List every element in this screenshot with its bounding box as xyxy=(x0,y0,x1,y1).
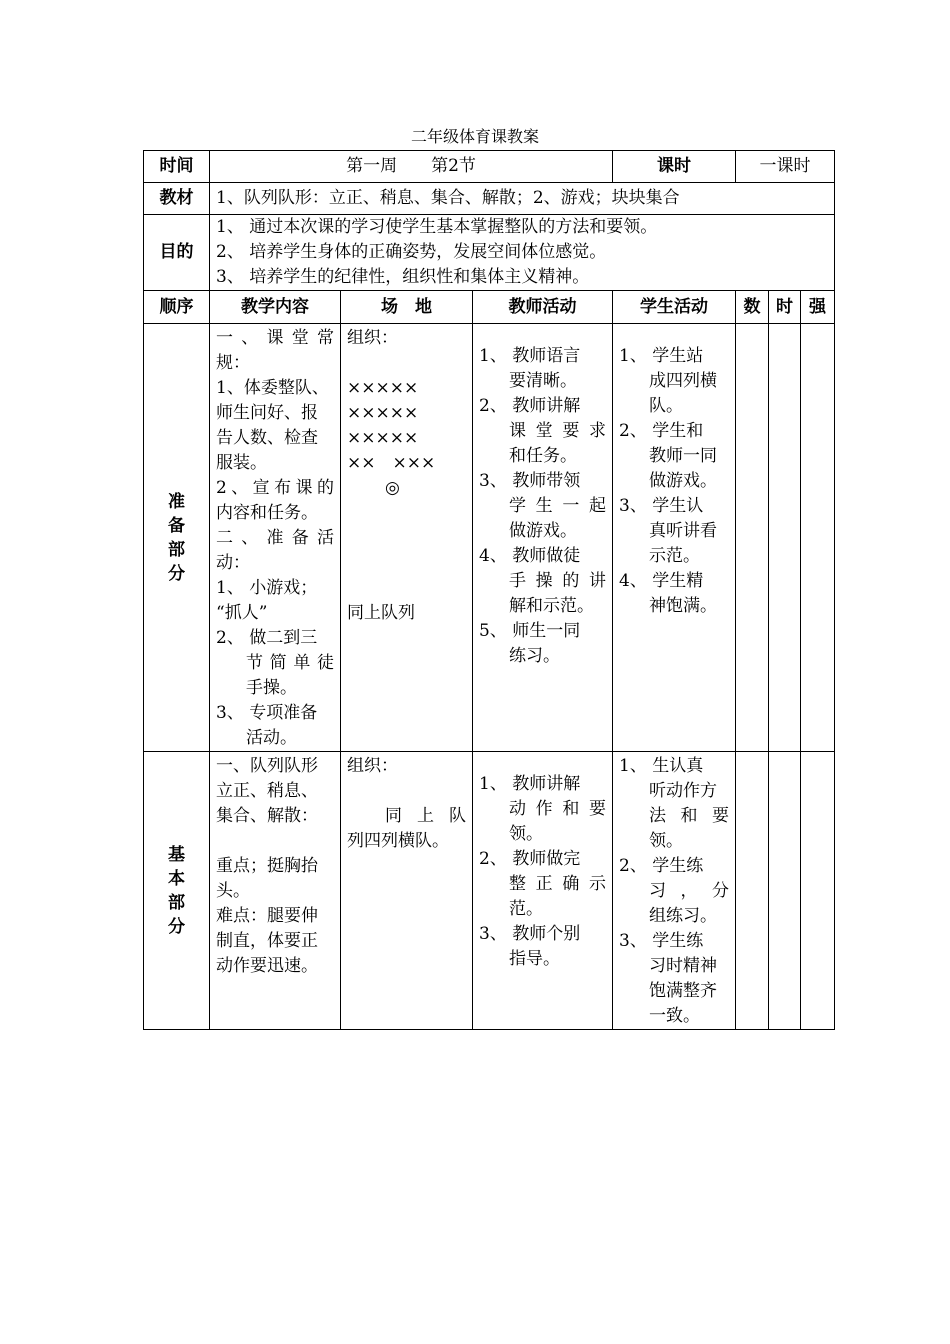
header-row xyxy=(144,151,835,183)
col-order: 顺序 xyxy=(144,291,210,324)
col-count: 数 xyxy=(736,291,769,324)
main-content: 一、队列队形 立正、稍息、 集合、解散： 重点；挺胸抬 头。 难点：腿要伸 制直，体要正 动作要迅速。 xyxy=(210,752,341,1030)
material-value: 1、队列队形：立正、稍息、集合、解散；2、游戏；块块集合 xyxy=(210,183,835,215)
col-teacher: 教师活动 xyxy=(473,291,613,324)
time-value: 第一周 第2节 xyxy=(210,151,613,183)
main-venue: 组织： 同上队 列四列横队。 xyxy=(341,752,473,1030)
material-row xyxy=(144,183,835,215)
formation-row: ××××× xyxy=(347,403,419,423)
prep-venue: 组织： ××××× ××××× ××××× ×× ××× ◎ 同上队列 xyxy=(341,324,473,752)
time-label: 时间 xyxy=(144,151,210,183)
main-teacher: 1、 教师讲解 动作和要 领。 2、 教师做完 整正确示 范。 3、 教师个别 指导。 xyxy=(473,752,613,1030)
goals-list xyxy=(210,215,835,291)
page-title: 二年级体育课教案 xyxy=(410,127,539,146)
main-section-label: 基 本 部 分 xyxy=(144,752,210,1030)
formation-row: ×× ××× xyxy=(347,453,436,473)
col-student: 学生活动 xyxy=(613,291,736,324)
goal-item: 2、 培养学生身体的正确姿势，发展空间体位感觉。 xyxy=(216,242,607,262)
main-time xyxy=(769,752,801,1030)
prep-teacher: 1、 教师语言 要清晰。 2、 教师讲解 课堂要求 和任务。 3、 教师带领 学生一起 做游戏。 4、 教师做徒 手操的讲 解和示范。 5、 师生一同 练习。 xyxy=(473,324,613,752)
main-student: 1、 生认真 听动作方 法和要 领。 2、 学生练 习，分 组练习。 3、 学生练 习时精神 饱满整齐 一致。 xyxy=(613,752,736,1030)
prep-section-row xyxy=(144,324,835,752)
lesson-plan-table xyxy=(143,150,835,1030)
material-label: 教材 xyxy=(144,183,210,215)
formation-row: ××××× xyxy=(347,428,419,448)
main-intensity xyxy=(801,752,835,1030)
column-header-row xyxy=(144,291,835,324)
prep-intensity xyxy=(801,324,835,752)
prep-count xyxy=(736,324,769,752)
period-value: 一课时 xyxy=(736,151,835,183)
col-intensity: 强 xyxy=(801,291,835,324)
prep-student: 1、 学生站 成四列横 队。 2、 学生和 教师一同 做游戏。 3、 学生认 真听讲看 示范。 4、 学生精 神饱满。 xyxy=(613,324,736,752)
period-label: 课时 xyxy=(613,151,736,183)
main-section-row xyxy=(144,752,835,1030)
col-venue: 场 地 xyxy=(341,291,473,324)
formation-row: ××××× xyxy=(347,378,419,398)
teacher-position-mark: ◎ xyxy=(385,478,400,498)
main-count xyxy=(736,752,769,1030)
col-content: 教学内容 xyxy=(210,291,341,324)
goals-row xyxy=(144,215,835,291)
prep-section-label: 准 备 部 分 xyxy=(144,324,210,752)
col-time: 时 xyxy=(769,291,801,324)
goal-item: 3、 培养学生的纪律性，组织性和集体主义精神。 xyxy=(216,267,590,287)
prep-time xyxy=(769,324,801,752)
goals-label: 目的 xyxy=(144,215,210,291)
goal-item: 1、 通过本次课的学习使学生基本掌握整队的方法和要领。 xyxy=(216,217,658,237)
prep-content: 一、课堂常 规： 1、体委整队、 师生问好、报 告人数、检查 服装。 2、宣布课的 内容和任务。 二、准备活 动： 1、 小游戏； “抓人” 2、 做二到三 节简单徒 手操。 3、 专项准备 活动。 xyxy=(210,324,341,752)
